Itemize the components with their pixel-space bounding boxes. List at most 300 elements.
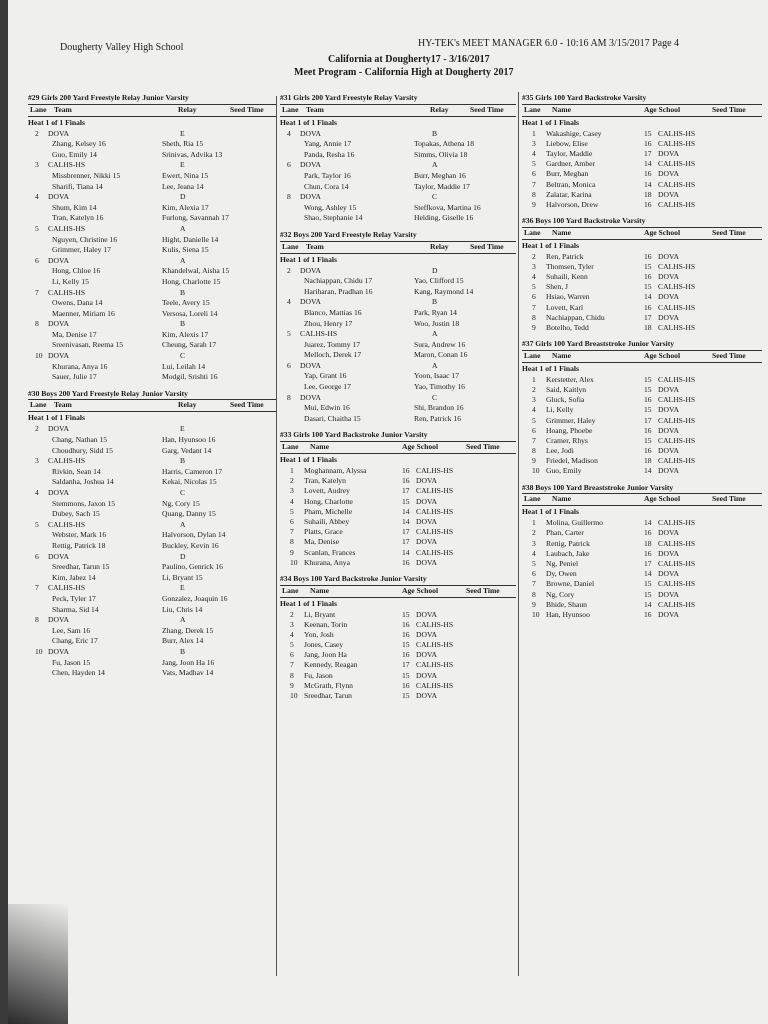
- lane-number: 2: [287, 265, 291, 275]
- software-stamp: HY-TEK's MEET MANAGER 6.0 - 10:16 AM 3/15/2017 Page 4: [418, 38, 680, 49]
- swimmer-name: Liu, Chris 14: [162, 604, 203, 614]
- swimmer-name: Grimmer, Haley 17: [52, 245, 111, 255]
- relay-header: Relay: [430, 241, 449, 251]
- swimmer-name: Li, Bryant 15: [162, 572, 203, 582]
- swimmer-age: 15: [402, 691, 410, 700]
- swimmer-school: DOVA: [416, 557, 437, 567]
- lane-number: 3: [35, 456, 39, 466]
- relay-entry: [28, 648, 276, 659]
- swimmer-age: 17: [402, 486, 410, 496]
- lane-number: 3: [290, 619, 294, 629]
- lane-number: 8: [35, 615, 39, 625]
- team-header: Team: [54, 104, 72, 114]
- team-name: CALHS-HS: [48, 519, 86, 529]
- swimmer-school: CALHS-HS: [416, 486, 454, 496]
- swimmer-age: 16: [644, 138, 652, 148]
- swimmer-name: Grimmer, Haley: [546, 415, 596, 425]
- swimmer-age: 17: [402, 537, 410, 547]
- lane-number: 2: [35, 424, 39, 434]
- swimmer-name: Khurana, Anya 16: [52, 361, 108, 371]
- age-school-header: Age School: [402, 585, 439, 595]
- swimmer-name: Ewert, Nina 15: [162, 170, 209, 180]
- swimmer-entry: [280, 559, 516, 569]
- event-title: #35 Girls 100 Yard Backstroke Varsity: [522, 93, 647, 102]
- swimmer-name: Laubach, Jake: [546, 548, 590, 558]
- swimmer-name: Kim, Alexia 17: [162, 202, 209, 212]
- swimmer-age: 16: [402, 466, 410, 476]
- swimmer-name: Nachiappan, Chidu: [546, 312, 605, 322]
- swimmer-age: 15: [644, 261, 652, 271]
- swimmer-name: Modgil, Srishti 16: [162, 372, 218, 382]
- team-name: CALHS-HS: [48, 160, 86, 170]
- relay-letter: B: [180, 456, 186, 466]
- relay-letter: E: [180, 583, 185, 593]
- relay-header: Relay: [430, 104, 449, 114]
- swimmer-school: CALHS-HS: [416, 660, 454, 670]
- lane-number: 4: [290, 496, 294, 506]
- lane-header: Lane: [524, 350, 541, 360]
- swimmer-school: DOVA: [416, 537, 437, 547]
- swimmer-age: 18: [644, 323, 652, 332]
- swimmer-age: 14: [644, 159, 652, 169]
- swimmer-name: Yang, Annie 17: [304, 139, 352, 149]
- swimmer-name: Yon, Josh: [304, 629, 334, 639]
- column-divider-1: [276, 96, 277, 976]
- swimmer-age: 16: [402, 680, 410, 690]
- lane-number: 9: [290, 680, 294, 690]
- lane-header: Lane: [524, 227, 541, 237]
- meet-program-page: [8, 0, 768, 1024]
- swimmer-name: Lee, Sam 16: [52, 625, 91, 635]
- lane-number: 2: [35, 128, 39, 138]
- lane-number: 2: [532, 528, 536, 538]
- lane-number: 9: [290, 547, 294, 557]
- relay-letter: A: [180, 223, 186, 233]
- lane-number: 10: [290, 557, 298, 567]
- swimmer-name: Nachiappan, Chidu 17: [304, 276, 373, 286]
- swimmer-age: 16: [644, 395, 652, 405]
- swimmer-age: 18: [644, 189, 652, 199]
- swimmer-name: Burr, Meghan 16: [414, 170, 466, 180]
- swimmer-name: Han, Hyunsoo 16: [162, 435, 216, 445]
- lane-header: Lane: [282, 585, 299, 595]
- swimmer-school: CALHS-HS: [416, 619, 454, 629]
- swimmer-entry: [522, 201, 762, 211]
- relay-letter: A: [432, 329, 438, 339]
- column-header: [522, 493, 762, 506]
- lane-number: 7: [532, 179, 536, 189]
- lane-number: 5: [290, 640, 294, 650]
- swimmer-name: Friedel, Madison: [546, 456, 598, 466]
- lane-number: 4: [532, 548, 536, 558]
- swimmer-name: Halvorson, Drew: [546, 199, 599, 209]
- seed-header: Seed Time: [470, 241, 504, 251]
- swimmer-name: Maenner, Miriam 16: [52, 308, 115, 318]
- swimmer-name: Suhaili, Abbey: [304, 516, 350, 526]
- swimmer-entry: [522, 467, 762, 477]
- swimmer-name: Harris, Cameron 17: [162, 466, 223, 476]
- swimmer-name: Li, Kelly 15: [52, 276, 89, 286]
- swimmer-age: 15: [644, 579, 652, 589]
- swimmer-name: Ma, Denise 17: [52, 329, 97, 339]
- swimmer-school: CALHS-HS: [658, 261, 696, 271]
- swimmer-name: Sreedhar, Tarun: [304, 691, 352, 700]
- team-header: Team: [306, 104, 324, 114]
- team-name: DOVA: [48, 488, 69, 497]
- swimmer-school: CALHS-HS: [658, 415, 696, 425]
- swimmer-name: Choudhury, Sidd 15: [52, 445, 113, 455]
- photo-shadow: [8, 904, 68, 1024]
- relay-header: Relay: [178, 400, 197, 410]
- name-header: Name: [310, 442, 329, 452]
- swimmer-name: Fu, Jason: [304, 670, 333, 680]
- relay-letter: C: [432, 392, 438, 402]
- swimmer-name: Dubey, Sach 15: [52, 509, 100, 519]
- swimmer-name: Phan, Carter: [546, 528, 584, 538]
- swimmer-name: Owens, Dana 14: [52, 298, 103, 308]
- seed-header: Seed Time: [230, 400, 264, 410]
- swimmer-name: Said, Kaitlyn: [546, 384, 587, 394]
- team-name: DOVA: [48, 128, 69, 138]
- swimmer-entry: [522, 324, 762, 334]
- relay-swimmer-row: [28, 373, 276, 384]
- swimmer-age: 14: [644, 466, 652, 476]
- event-section: [280, 431, 516, 568]
- age-school-header: Age School: [644, 104, 681, 114]
- swimmer-school: DOVA: [658, 169, 679, 179]
- swimmer-name: Shao, Stephanie 14: [304, 213, 363, 223]
- swimmer-name: Ren, Patrick 16: [414, 413, 462, 423]
- heat-label: Heat 1 of 1 Finals: [28, 413, 85, 423]
- lane-number: 6: [532, 292, 536, 302]
- event-title: #37 Girls 100 Yard Breaststroke Junior Varsity: [522, 339, 675, 349]
- swimmer-name: Li, Bryant: [304, 609, 336, 619]
- seed-header: Seed Time: [712, 350, 746, 360]
- relay-letter: E: [180, 160, 185, 170]
- swimmer-name: Tran, Katelyn: [304, 476, 346, 486]
- swimmer-school: CALHS-HS: [658, 395, 696, 405]
- swimmer-school: CALHS-HS: [658, 302, 696, 312]
- swimmer-school: DOVA: [416, 609, 437, 619]
- swimmer-name: Ng, Cory: [546, 589, 575, 599]
- team-name: DOVA: [48, 615, 69, 625]
- swimmer-school: DOVA: [658, 528, 679, 538]
- heat-label: Heat 1 of 1 Finals: [280, 117, 337, 127]
- swimmer-name: Hight, Danielle 14: [162, 234, 219, 244]
- lane-number: 1: [532, 374, 536, 384]
- swimmer-name: Webster, Mark 16: [52, 530, 107, 540]
- relay-letter: A: [180, 255, 186, 265]
- team-name: DOVA: [300, 265, 321, 275]
- swimmer-name: Zhou, Henry 17: [304, 318, 353, 328]
- swimmer-name: Cheung, Sarah 17: [162, 340, 217, 350]
- relay-letter: B: [180, 319, 186, 329]
- swimmer-name: Hong, Charlotte: [304, 496, 353, 506]
- swimmer-name: Guo, Emily 14: [52, 149, 97, 159]
- swimmer-name: Platts, Grace: [304, 527, 343, 537]
- swimmer-name: Hoang, Phoebe: [546, 425, 593, 435]
- swimmer-school: DOVA: [416, 476, 437, 486]
- column-header: [280, 441, 516, 454]
- event-section: [28, 94, 276, 384]
- swimmer-school: DOVA: [658, 189, 679, 199]
- swimmer-name: Jang, Joon Ha 16: [162, 657, 215, 667]
- swimmer-school: DOVA: [658, 446, 679, 456]
- lane-number: 2: [290, 609, 294, 619]
- swimmer-name: Saldanha, Joshua 14: [52, 477, 114, 487]
- relay-letter: D: [180, 192, 186, 202]
- swimmer-name: Juarez, Tommy 17: [304, 339, 361, 349]
- swimmer-name: Chang, Nathan 15: [52, 435, 108, 445]
- swimmer-school: CALHS-HS: [658, 559, 696, 568]
- lane-number: 4: [290, 629, 294, 639]
- swimmer-age: 14: [402, 516, 410, 526]
- event-title: #38 Boys 100 Yard Breaststroke Junior Varsity: [522, 482, 674, 492]
- swimmer-name: Suhaili, Kenn: [546, 272, 588, 282]
- team-name: CALHS-HS: [300, 329, 338, 339]
- lane-number: 3: [290, 486, 294, 496]
- swimmer-name: Cramer, Rhys: [546, 435, 588, 445]
- swimmer-name: Steffkova, Martina 16: [414, 202, 481, 212]
- swimmer-age: 15: [644, 128, 652, 138]
- seed-header: Seed Time: [230, 104, 264, 114]
- swimmer-school: CALHS-HS: [416, 506, 454, 516]
- lane-number: 8: [287, 392, 291, 402]
- lane-number: 8: [35, 319, 39, 329]
- lane-number: 5: [287, 329, 291, 339]
- swimmer-age: 14: [644, 179, 652, 189]
- swimmer-name: Lee, George 17: [304, 382, 351, 392]
- swimmer-name: Sauer, Julie 17: [52, 372, 97, 382]
- event-section: [280, 94, 516, 225]
- swimmer-name: Lovett, Karl: [546, 302, 584, 312]
- team-name: DOVA: [300, 360, 321, 370]
- lane-number: 3: [532, 395, 536, 405]
- swimmer-age: 15: [402, 670, 410, 680]
- swimmer-name: Hong, Charlotte 15: [162, 276, 221, 286]
- swimmer-school: DOVA: [658, 251, 679, 261]
- event-title: #33 Girls 100 Yard Backstroke Junior Varsity: [280, 430, 428, 440]
- swimmer-name: Lee, Jeana 14: [162, 181, 204, 191]
- swimmer-school: DOVA: [658, 589, 679, 599]
- swimmer-name: Ng, Peniel: [546, 559, 579, 568]
- swimmer-age: 15: [402, 609, 410, 619]
- swimmer-name: Yao, Timothy 16: [414, 382, 465, 392]
- lane-number: 3: [532, 538, 536, 548]
- swimmer-school: CALHS-HS: [416, 680, 454, 690]
- swimmer-name: Zalatar, Karina: [546, 189, 592, 199]
- swimmer-name: Bhide, Shaun: [546, 599, 587, 609]
- swimmer-name: Khurana, Anya: [304, 557, 350, 567]
- program-column-3: [522, 88, 762, 621]
- relay-swimmer-row: [28, 542, 276, 553]
- swimmer-school: CALHS-HS: [658, 138, 696, 148]
- lane-number: 1: [290, 466, 294, 476]
- lane-number: 5: [532, 415, 536, 425]
- age-school-header: Age School: [644, 227, 681, 237]
- team-name: CALHS-HS: [48, 583, 86, 593]
- age-school-header: Age School: [402, 442, 439, 452]
- event-section: [28, 390, 276, 680]
- team-name: CALHS-HS: [48, 456, 86, 466]
- swimmer-name: Rettig, Patrick: [546, 538, 590, 548]
- swimmer-name: Kim, Jabez 14: [52, 572, 96, 582]
- swimmer-name: Paulino, Genrick 16: [162, 562, 223, 572]
- event-title: #31 Girls 200 Yard Freestyle Relay Varsity: [280, 93, 418, 102]
- event-section: [522, 217, 762, 334]
- lane-number: 8: [532, 189, 536, 199]
- relay-swimmer-row: [28, 595, 276, 606]
- lane-number: 8: [287, 192, 291, 202]
- swimmer-name: Taylor, Maddie 17: [414, 181, 470, 191]
- meet-title: California at Dougherty17 - 3/16/2017: [328, 54, 490, 65]
- team-name: DOVA: [48, 351, 69, 361]
- lane-number: 7: [532, 302, 536, 312]
- swimmer-name: Chang, Eric 17: [52, 636, 98, 646]
- relay-swimmer-row: [28, 278, 276, 289]
- team-header: Team: [54, 400, 72, 410]
- relay-letter: D: [432, 265, 438, 275]
- event-title: #36 Boys 100 Yard Backstroke Varsity: [522, 216, 646, 226]
- swimmer-name: Sharma, Sid 14: [52, 604, 99, 614]
- seed-header: Seed Time: [470, 104, 504, 114]
- swimmer-school: DOVA: [658, 548, 679, 558]
- swimmer-name: Buckley, Kevin 16: [162, 540, 219, 550]
- column-header: [28, 399, 276, 412]
- swimmer-school: DOVA: [658, 405, 679, 415]
- column-header: [280, 585, 516, 598]
- column-header: [522, 104, 762, 117]
- relay-letter: A: [180, 615, 186, 625]
- event-section: [522, 484, 762, 621]
- swimmer-age: 16: [644, 425, 652, 435]
- team-name: DOVA: [300, 392, 321, 402]
- swimmer-name: Hong, Chloe 16: [52, 266, 101, 276]
- lane-number: 7: [35, 287, 39, 297]
- swimmer-school: DOVA: [658, 312, 679, 322]
- relay-entry: [28, 225, 276, 236]
- swimmer-age: 16: [402, 629, 410, 639]
- swimmer-age: 14: [644, 292, 652, 302]
- swimmer-name: Helding, Giselle 16: [414, 213, 474, 223]
- heat-label: Heat 1 of 1 Finals: [522, 507, 579, 517]
- heat-label: Heat 1 of 1 Finals: [280, 598, 337, 608]
- swimmer-school: DOVA: [416, 670, 437, 680]
- swimmer-name: Wakashige, Casey: [546, 128, 602, 138]
- lane-number: 3: [35, 160, 39, 170]
- swimmer-name: Burr, Meghan: [546, 169, 589, 179]
- swimmer-name: Lovett, Audrey: [304, 486, 350, 496]
- swimmer-school: DOVA: [658, 384, 679, 394]
- name-header: Name: [552, 350, 571, 360]
- swimmer-name: Versosa, Loreli 14: [162, 308, 218, 318]
- relay-swimmer-row: [28, 669, 276, 680]
- team-name: CALHS-HS: [48, 287, 86, 297]
- column-header: [28, 104, 276, 117]
- program-column-2: [280, 88, 516, 702]
- swimmer-school: CALHS-HS: [658, 435, 696, 445]
- relay-letter: A: [180, 519, 186, 529]
- swimmer-name: Sreenivasan, Reema 15: [52, 340, 124, 350]
- name-header: Name: [552, 227, 571, 237]
- school-name: Dougherty Valley High School: [60, 42, 184, 53]
- relay-letter: C: [432, 192, 438, 202]
- swimmer-name: Guo, Emily: [546, 466, 582, 476]
- swimmer-name: Sura, Andrew 16: [414, 339, 466, 349]
- lane-header: Lane: [524, 494, 541, 504]
- lane-number: 1: [532, 518, 536, 528]
- lane-number: 8: [532, 312, 536, 322]
- lane-number: 1: [532, 128, 536, 138]
- swimmer-name: Botelho, Tedd: [546, 323, 589, 332]
- team-name: DOVA: [48, 424, 69, 434]
- relay-letter: E: [180, 128, 185, 138]
- name-header: Name: [310, 585, 329, 595]
- swimmer-name: Ng, Cory 15: [162, 498, 200, 508]
- swimmer-age: 14: [644, 569, 652, 579]
- swimmer-age: 17: [644, 415, 652, 425]
- lane-number: 10: [35, 646, 43, 656]
- swimmer-age: 17: [644, 559, 652, 568]
- swimmer-name: Zhang, Kelsey 16: [52, 139, 106, 149]
- swimmer-name: Dasari, Chaitha 15: [304, 413, 361, 423]
- swimmer-name: Blanco, Mattias 16: [304, 307, 362, 317]
- swimmer-name: Han, Hyunsoo: [546, 609, 590, 619]
- lane-number: 5: [532, 559, 536, 568]
- event-section: [522, 94, 762, 211]
- swimmer-age: 15: [402, 496, 410, 506]
- swimmer-name: Park, Taylor 16: [304, 170, 351, 180]
- lane-number: 7: [290, 660, 294, 670]
- swimmer-age: 15: [402, 640, 410, 650]
- lane-number: 9: [532, 456, 536, 466]
- lane-header: Lane: [30, 104, 47, 114]
- swimmer-name: Garg, Vedant 14: [162, 445, 212, 455]
- swimmer-name: Quang, Danny 15: [162, 509, 216, 519]
- event-title: #30 Boys 200 Yard Freestyle Relay Junior Varsity: [28, 388, 188, 398]
- swimmer-name: Shen, J: [546, 282, 568, 292]
- swimmer-age: 17: [644, 312, 652, 322]
- swimmer-school: DOVA: [416, 650, 437, 660]
- swimmer-age: 15: [644, 405, 652, 415]
- swimmer-age: 16: [644, 169, 652, 179]
- swimmer-name: Fu, Jason 15: [52, 657, 91, 667]
- lane-number: 7: [532, 579, 536, 589]
- column-header: [280, 241, 516, 254]
- lane-header: Lane: [524, 104, 541, 114]
- swimmer-name: Kennedy, Reagan: [304, 660, 358, 670]
- swimmer-name: Lui, Leilah 14: [162, 361, 206, 371]
- event-title: #32 Boys 200 Yard Freestyle Relay Varsity: [280, 229, 417, 239]
- team-name: DOVA: [300, 160, 321, 170]
- swimmer-name: Kang, Raymond 14: [414, 286, 474, 296]
- swimmer-age: 16: [644, 446, 652, 456]
- heat-label: Heat 1 of 1 Finals: [522, 363, 579, 373]
- lane-number: 6: [290, 516, 294, 526]
- swimmer-age: 15: [644, 374, 652, 384]
- swimmer-age: 14: [402, 547, 410, 557]
- swimmer-name: Rivkin, Sean 14: [52, 466, 101, 476]
- swimmer-age: 18: [644, 456, 652, 466]
- swimmer-name: Sharifi, Tiana 14: [52, 181, 103, 191]
- relay-letter: D: [180, 551, 186, 561]
- lane-number: 6: [35, 255, 39, 265]
- swimmer-name: Wong, Ashley 15: [304, 202, 357, 212]
- swimmer-age: 16: [644, 199, 652, 209]
- swimmer-name: Ren, Patrick: [546, 251, 584, 261]
- swimmer-name: Kulis, Siena 15: [162, 245, 209, 255]
- swimmer-name: Yao, Clifford 15: [414, 276, 464, 286]
